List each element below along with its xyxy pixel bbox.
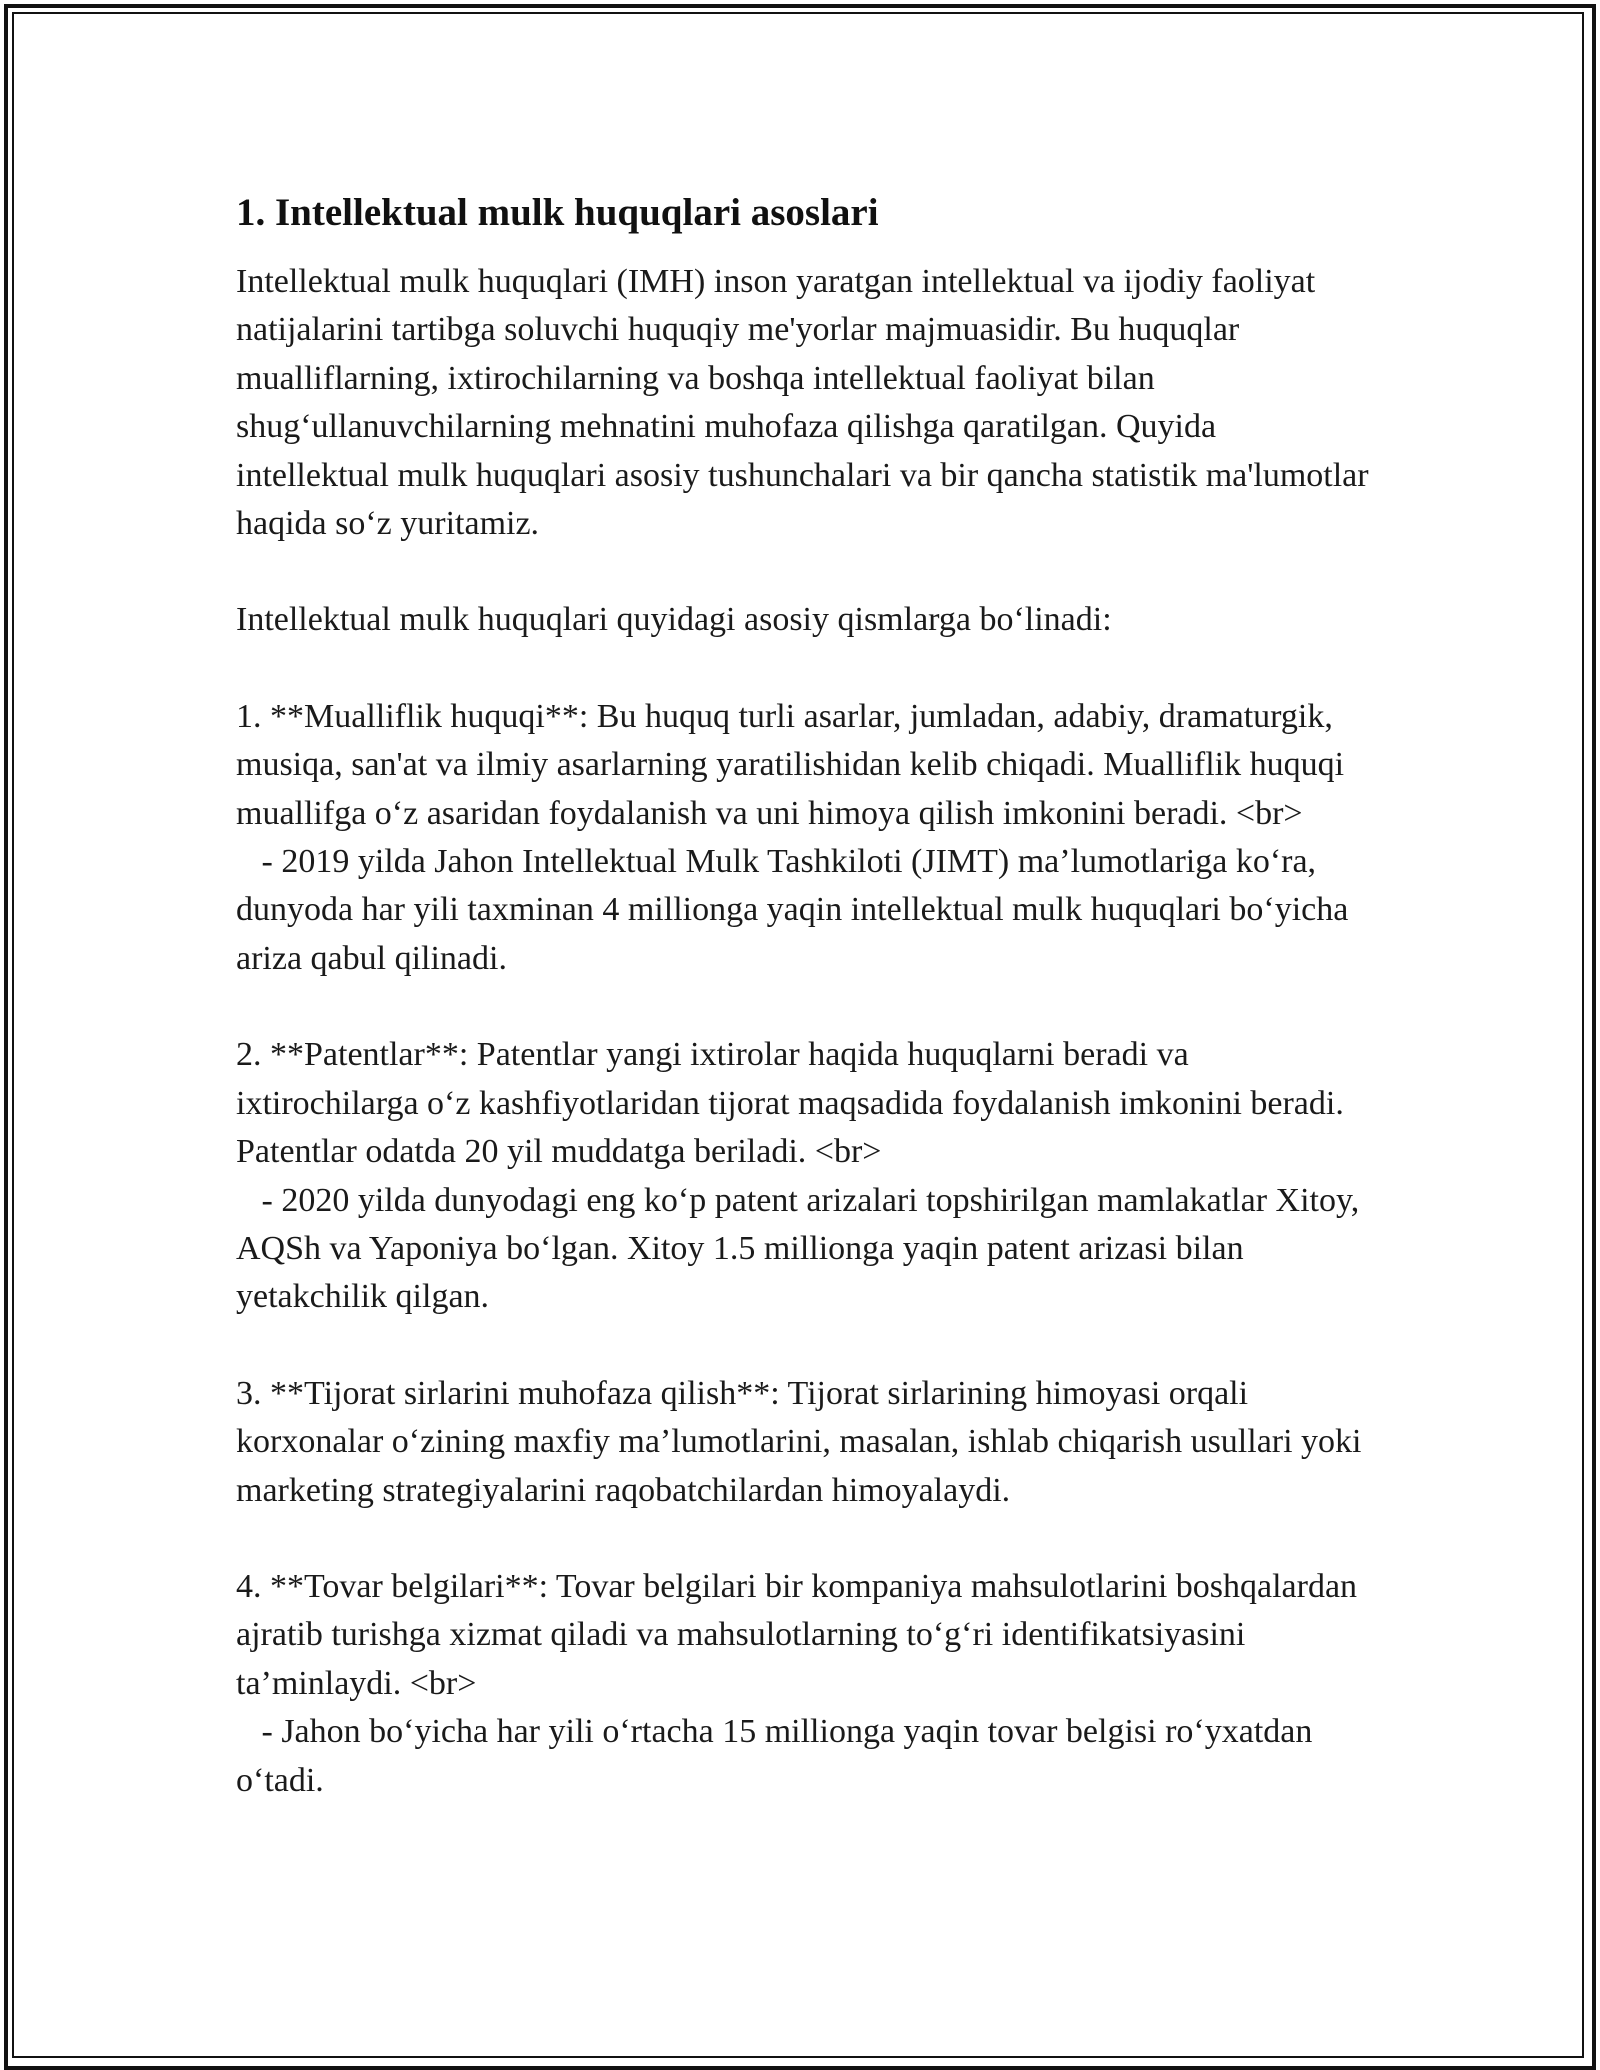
intro-paragraph: Intellektual mulk huquqlari (IMH) inson yaratgan intellektual va ijodiy faoliyat natijalarini tartibga soluvchi huquqiy me'yorlar majmuasidir. Bu huquqlar mualliflarning, ixtirochilarning va boshqa intellektual faoliyat bilan shug‘ullanuvchilarning mehnatini muhofaza qilishga qaratilgan. Quyida intellektual mulk huquqlari asosiy tushunchalari va bir qancha statistik ma'lumotlar haqida so‘z yuritamiz. — [236, 263, 1378, 543]
trade-secrets-paragraph: 3. **Tijorat sirlarini muhofaza qilish**: Tijorat sirlarining himoyasi orqali korxonalar o‘zining maxfiy ma’lumotlarini, masalan, ishlab chiqarish usullari yoki marketing strategiyalarini raqobatchilardan himoyalaydi. — [236, 1374, 1371, 1509]
parts-intro-paragraph: Intellektual mulk huquqlari quyidagi asosiy qismlarga bo‘linadi: — [236, 601, 1112, 639]
document-body — [236, 188, 1376, 1805]
section-heading: 1. Intellektual mulk huquqlari asoslari — [236, 191, 879, 234]
trademarks-paragraph: 4. **Tovar belgilari**: Tovar belgilari bir kompaniya mahsulotlarini boshqalardan ajratib turishga xizmat qiladi va mahsulotlarning to‘g‘ri identifikatsiyasini ta’minlaydi. <br> - Jahon bo‘yicha har yili o‘rtacha 15 millionga yaqin tovar belgisi ro‘yxatdan o‘tadi. — [236, 1567, 1358, 1799]
copyright-paragraph: 1. **Mualliflik huquqi**: Bu huquq turli asarlar, jumladan, adabiy, dramaturgik, musiqa, san'at va ilmiy asarlarning yaratilishidan kelib chiqadi. Mualliflik huquqi muallifga o‘z asaridan foydalanish va uni himoya qilish imkonini beradi. <br> - 2019 yilda Jahon Intellektual Mulk Tashkiloti (JIMT) ma’lumotlariga ko‘ra, dunyoda har yili taxminan 4 millionga yaqin intellektual mulk huquqlari bo‘yicha ariza qabul qilinadi. — [236, 697, 1349, 977]
patents-paragraph: 2. **Patentlar**: Patentlar yangi ixtirolar haqida huquqlarni beradi va ixtirochilarga o‘z kashfiyotlaridan tijorat maqsadida foydalanish imkonini beradi. Patentlar odatda 20 yil muddatga beriladi. <br> - 2020 yilda dunyodagi eng ko‘p patent arizalari topshirilgan mamlakatlar Xitoy, AQSh va Yaponiya bo‘lgan. Xitoy 1.5 millionga yaqin patent arizasi bilan yetakchilik qilgan. — [236, 1036, 1360, 1316]
